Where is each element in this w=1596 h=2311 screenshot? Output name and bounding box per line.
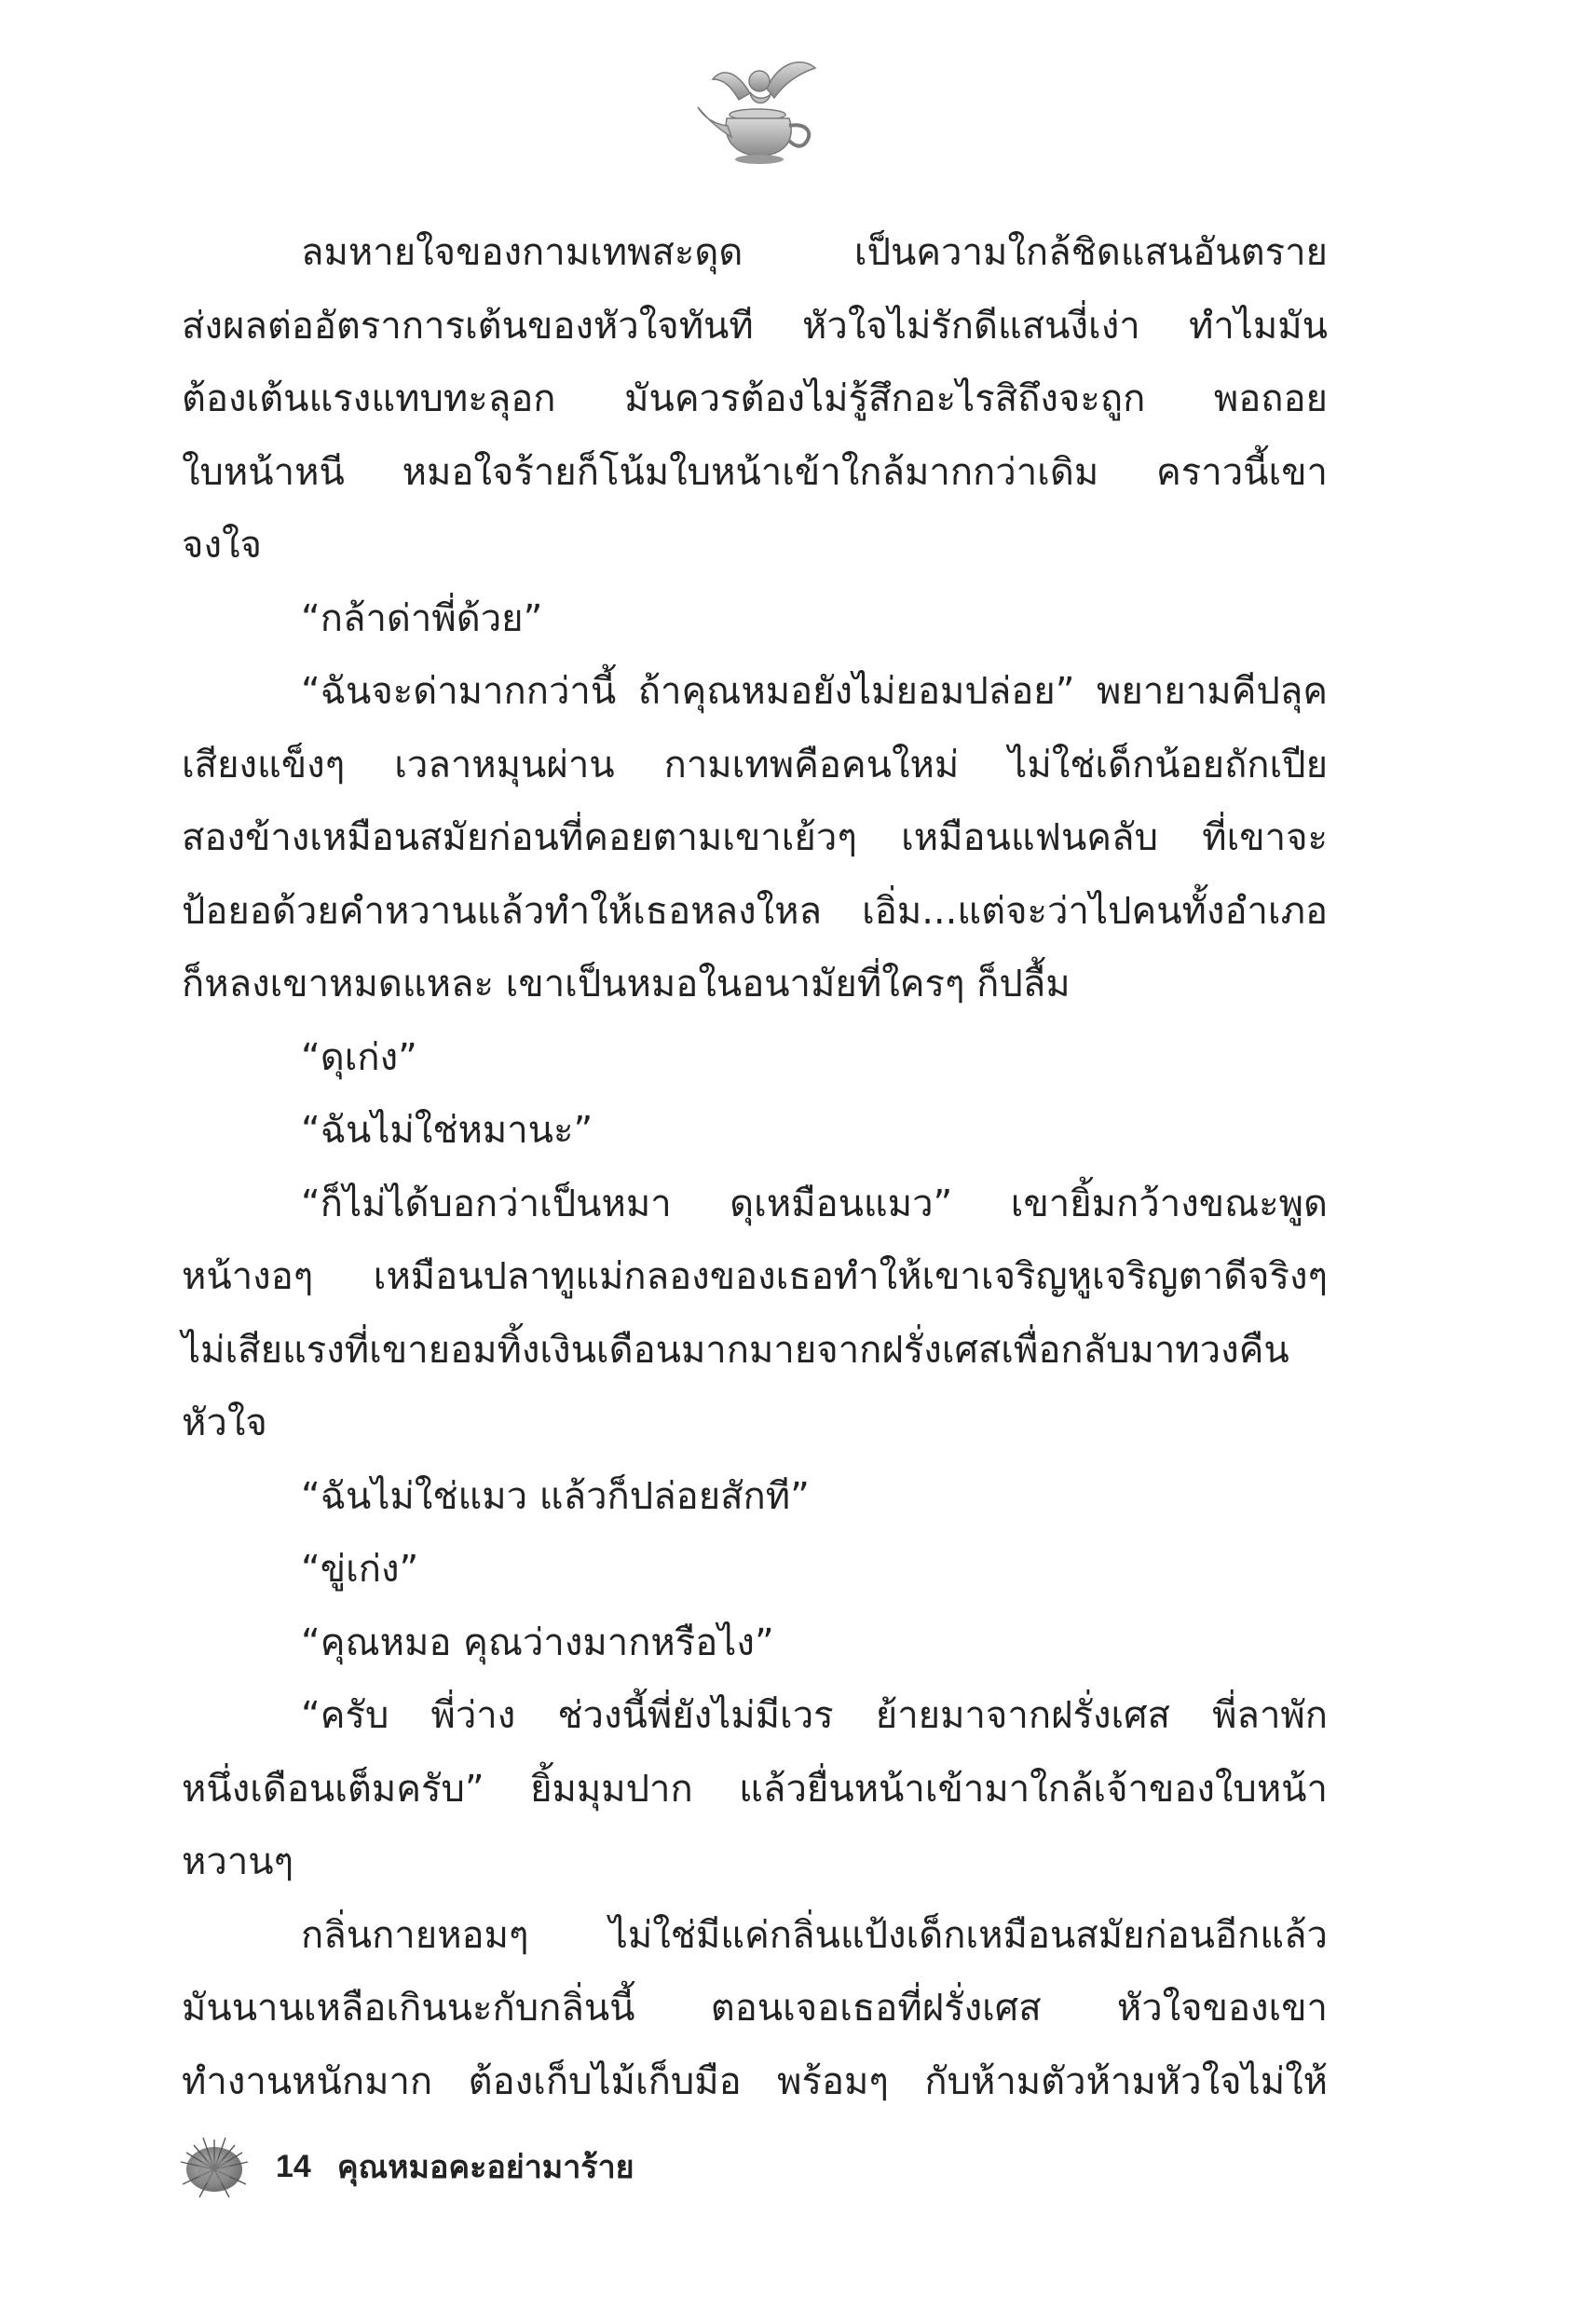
text-line: ส่งผลต่ออัตราการเต้นของหัวใจทันที หัวใจไม่รักดีแสนงี่เง่า ทำไมมัน bbox=[182, 304, 1328, 348]
text-line: ต้องเต้นแรงแทบทะลุอก มันควรต้องไม่รู้สึกอะไรสิถึงจะถูก พอถอย bbox=[182, 377, 1328, 420]
text-line: กลิ่นกายหอมๆ ไม่ใช่มีแค่กลิ่นแป้งเด็กเหมือนสมัยก่อนอีกแล้ว bbox=[301, 1913, 1328, 1957]
page-number: 14 bbox=[276, 2148, 311, 2184]
dialogue-line: “ดุเก่ง” bbox=[301, 1035, 417, 1079]
text-line: “ก็ไม่ได้บอกว่าเป็นหมา ดุเหมือนแมว” เขายิ้มกว้างขณะพูด bbox=[301, 1182, 1328, 1225]
text-line: จงใจ bbox=[182, 524, 262, 567]
text-line: ทำงานหนักมาก ต้องเก็บไม้เก็บมือ พร้อมๆ กับห้ามตัวห้ามหัวใจไม่ให้ bbox=[182, 2059, 1328, 2103]
dialogue-line: “กล้าด่าพี่ด้วย” bbox=[301, 596, 543, 640]
page-footer bbox=[177, 2134, 634, 2199]
text-line: หัวใจ bbox=[182, 1402, 267, 1444]
body-text bbox=[182, 216, 1328, 2118]
text-line: หน้างอๆ เหมือนปลาทูแม่กลองของเธอทำให้เขาเจริญหูเจริญตาดีจริงๆ bbox=[182, 1255, 1328, 1298]
book-title: คุณหมอคะอย่ามาร้าย bbox=[336, 2150, 634, 2185]
dialogue-line: “คุณหมอ คุณว่างมากหรือไง” bbox=[301, 1620, 774, 1664]
text-line: ก็หลงเขาหมดแหละ เขาเป็นหมอในอนามัยที่ใครๆ ก็ปลื้ม bbox=[182, 963, 1071, 1005]
cupid-teapot-icon bbox=[685, 51, 834, 172]
text-line: “ครับ พี่ว่าง ช่วงนี้พี่ยังไม่มีเวร ย้ายมาจากฝรั่งเศส พี่ลาพัก bbox=[301, 1694, 1328, 1737]
text-line: ป้อยอด้วยคำหวานแล้วทำให้เธอหลงใหล เอิ่ม...แต่จะว่าไปคนทั้งอำเภอ bbox=[182, 889, 1328, 933]
dialogue-line: “ฉันไม่ใช่หมานะ” bbox=[301, 1109, 593, 1152]
dialogue-line: “ขู่เก่ง” bbox=[301, 1548, 419, 1591]
text-line: เสียงแข็งๆ เวลาหมุนผ่าน กามเทพคือคนใหม่ ไม่ใช่เด็กน้อยถักเปีย bbox=[182, 743, 1328, 786]
text-line: ไม่เสียแรงที่เขายอมทิ้งเงินเดือนมากมายจากฝรั่งเศสเพื่อกลับมาทวงคืน bbox=[182, 1328, 1289, 1372]
text-line: ใบหน้าหนี หมอใจร้ายก็โน้มใบหน้าเข้าใกล้มากกว่าเดิม คราวนี้เขา bbox=[182, 450, 1328, 494]
text-line: ลมหายใจของกามเทพสะดุด เป็นความใกล้ชิดแสนอันตราย bbox=[301, 231, 1328, 274]
dialogue-line: “ฉันไม่ใช่แมว แล้วก็ปล่อยสักที” bbox=[301, 1474, 810, 1518]
text-line: “ฉันจะด่ามากกว่านี้ ถ้าคุณหมอยังไม่ยอมปล่อย” พยายามคีปลุค bbox=[301, 670, 1328, 713]
chestnut-burr-icon bbox=[177, 2134, 252, 2199]
text-line: สองข้างเหมือนสมัยก่อนที่คอยตามเขาเย้วๆ เหมือนแฟนคลับ ที่เขาจะ bbox=[182, 816, 1328, 859]
text-line: หนึ่งเดือนเต็มครับ” ยิ้มมุมปาก แล้วยื่นหน้าเข้ามาใกล้เจ้าของใบหน้า bbox=[182, 1767, 1328, 1811]
text-line: หวานๆ bbox=[182, 1840, 294, 1883]
text-line: มันนานเหลือเกินนะกับกลิ่นนี้ ตอนเจอเธอที่ฝรั่งเศส หัวใจของเขา bbox=[182, 1987, 1328, 2030]
